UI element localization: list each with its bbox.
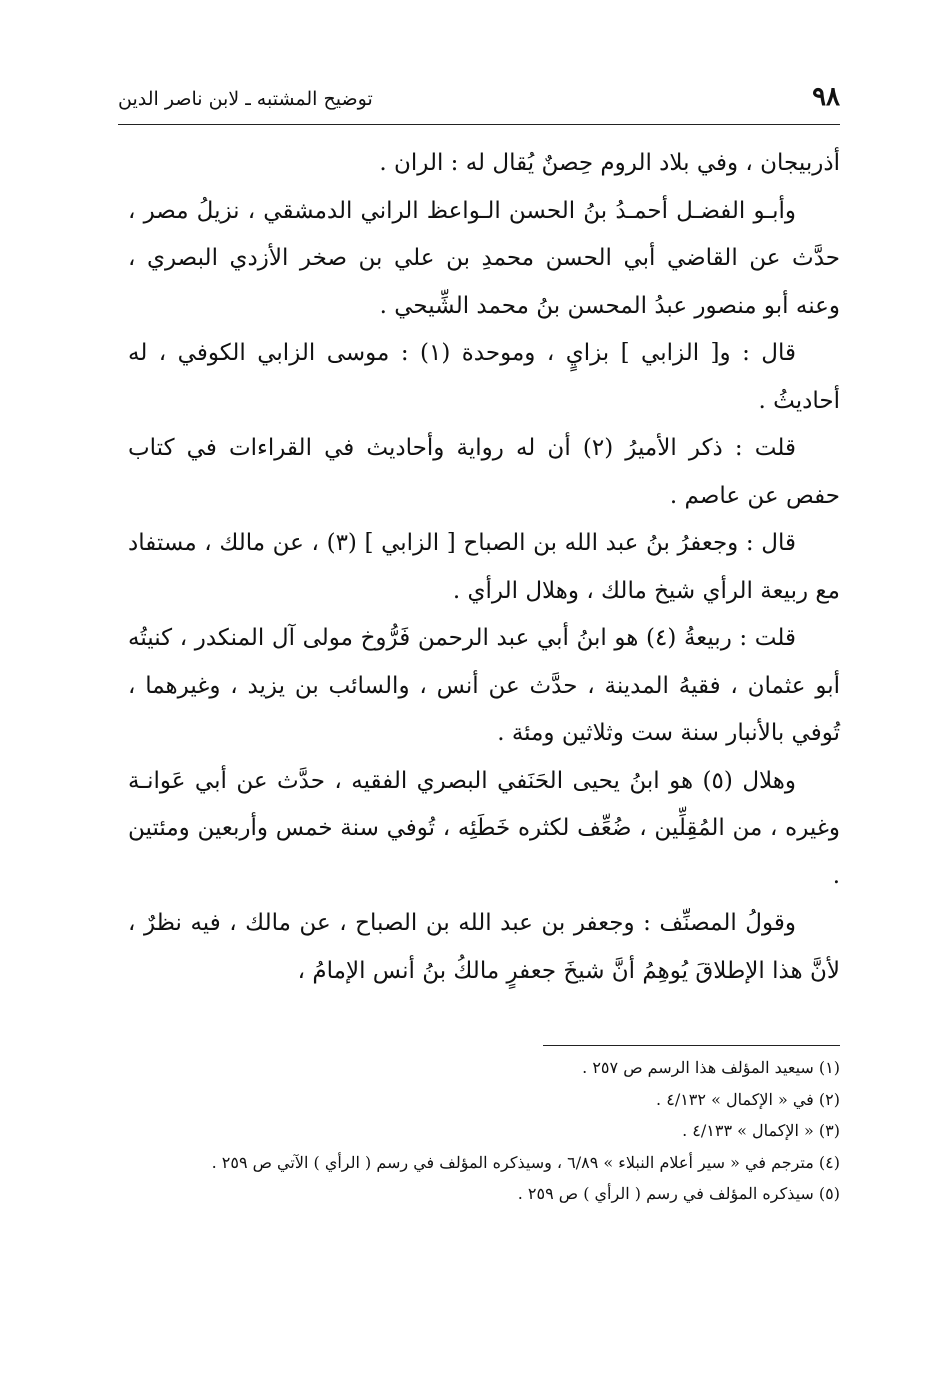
paragraph: وهلال (٥) هو ابنُ يحيى الحَنَفي البصري الفقيه ، حدَّث عن أبي عَوانـة وغيره ، من المُقِلِّين ، ضُعِّف لكثره خَطَئِه ، تُوفي سنة خمس وأربعين ومئتين . xyxy=(128,767,840,889)
page-number: ٩٨ xyxy=(812,82,840,112)
paragraph: قلت : ذكر الأميرُ (٢) أن له رواية وأحاديث في القراءات في كتاب حفص عن عاصم . xyxy=(128,435,840,509)
footnote: (٢) في « الإكمال » ٤/١٣٢ . xyxy=(656,1089,840,1109)
paragraph: أذربيجان ، وفي بلاد الروم حِصنٌ يُقال له : الران . xyxy=(379,150,840,176)
footnote: (١) سيعيد المؤلف هذا الرسم ص ٢٥٧ . xyxy=(582,1058,840,1077)
running-title: توضيح المشتبه ـ لابن ناصر الدين xyxy=(118,88,373,110)
paragraph: قلت : ربيعةُ (٤) هو ابنُ أبي عبد الرحمن فَرُّوخ مولى آل المنكدر ، كنيتُه أبو عثمان ، فقيهُ المدينة ، حدَّث عن أنس ، والسائب بن يزيد ، وغيرهما ، تُوفي بالأنبار سنة ست وثلاثين ومئة . xyxy=(128,625,840,746)
paragraph: وقولُ المصنِّف : وجعفر بن عبد الله بن الصباح ، عن مالك ، فيه نظرٌ ، لأنَّ هذا الإطلاقَ يُوهِمُ أنَّ شيخَ جعفرٍ مالكُ بنُ أنس الإمامُ ، xyxy=(128,910,840,984)
paragraph: قال : و[ الزابي ] بزايٍ ، وموحدة (١) : موسى الزابي الكوفي ، له أحاديثُ . xyxy=(128,340,840,414)
footnote: (٤) مترجم في « سير أعلام النبلاء » ٦/٨٩ ، وسيذكره المؤلف في رسم ( الرأي ) الآتي ص ٢٥٩ . xyxy=(211,1152,840,1172)
paragraph: وأبـو الفضـل أحمـدُ بنُ الحسن الـواعظ الراني الدمشقي ، نزيلُ مصر ، حدَّث عن القاضي أبي الحسن محمدِ بن علي بن صخر الأزدي البصري ، وعنه أبو منصور عبدُ المحسن بنُ محمد الشِّيحي . xyxy=(128,197,840,319)
main-text xyxy=(128,140,840,995)
footnote-separator xyxy=(543,1045,840,1046)
footnote: (٣) « الإكمال » ٤/١٣٣ . xyxy=(682,1121,840,1140)
paragraph: قال : وجعفرُ بنُ عبد الله بن الصباح [ الزابي ] (٣) ، عن مالك ، مستفاد مع ربيعة الرأي شيخ مالك ، وهلال الرأي . xyxy=(128,530,840,604)
footnotes xyxy=(128,1052,840,1210)
page-header xyxy=(118,82,840,116)
header-rule xyxy=(118,124,840,125)
footnote: (٥) سيذكره المؤلف في رسم ( الرأي ) ص ٢٥٩ . xyxy=(517,1184,840,1203)
